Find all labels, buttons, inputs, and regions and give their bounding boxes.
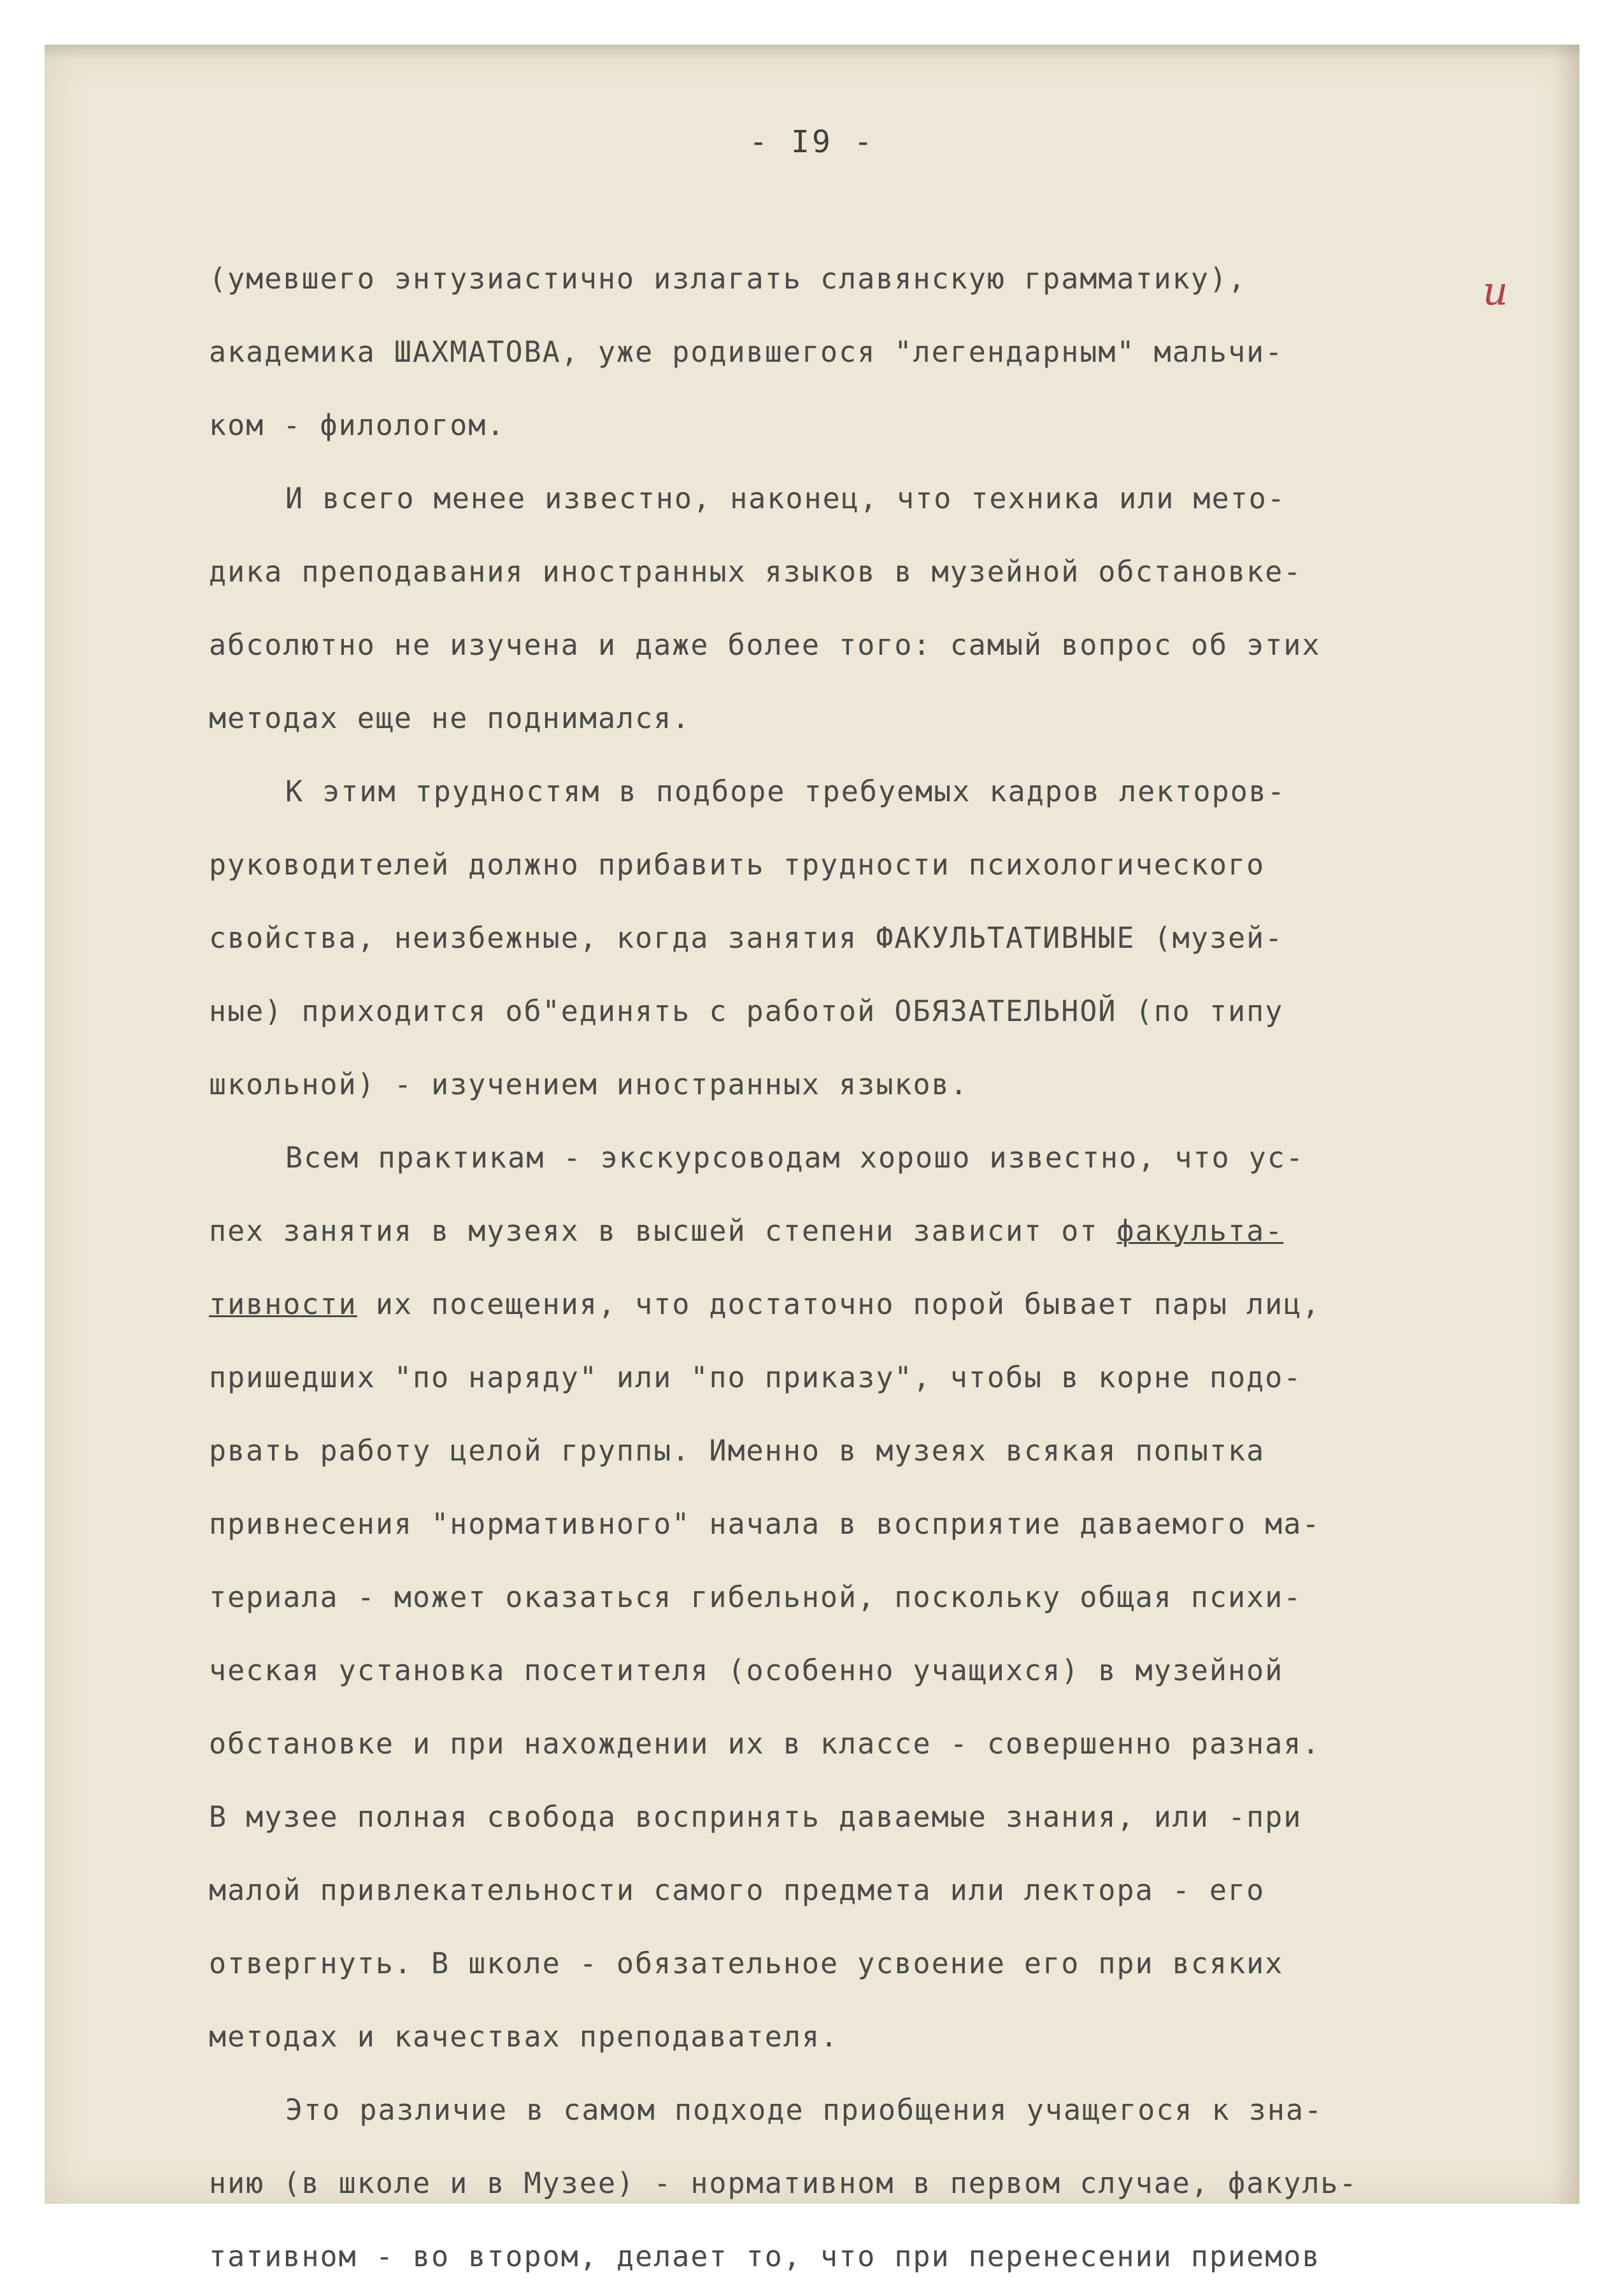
text-fragment: их посещения, что достаточно порой бывает пары лиц,	[357, 1287, 1321, 1321]
body-text	[209, 242, 1572, 2293]
text-line: ческая установка посетителя (особенно учащихся) в музейной	[209, 1654, 1284, 1687]
text-line: ком - филологом.	[209, 408, 506, 442]
typewritten-page	[45, 45, 1579, 2273]
text-line: свойства, неизбежные, когда занятия ФАКУЛЬТАТИВНЫЕ (музей-	[209, 921, 1284, 955]
text-line: привнесения "нормативного" начала в восприятие даваемого ма-	[209, 1507, 1321, 1541]
text-line: методах еще не поднимался.	[209, 701, 691, 735]
paper-shadow-top	[45, 45, 1579, 60]
text-line: И всего менее известно, наконец, что техника или мето-	[285, 482, 1286, 515]
text-line: академика ШАХМАТОВА, уже родившегося "легендарным" мальчи-	[209, 335, 1284, 369]
text-line	[209, 1194, 1572, 1268]
text-line: малой привлекательности самого предмета или лектора - его	[209, 1873, 1265, 1907]
page-number: - I9 -	[749, 124, 875, 160]
text-line: К этим трудностям в подборе требуемых кадров лекторов-	[285, 775, 1286, 808]
text-fragment: пех занятия в музеях в высшей степени зависит от	[209, 1214, 1117, 1248]
text-line: руководителей должно прибавить трудности психологического	[209, 848, 1265, 882]
text-line: методах и качествах преподавателя.	[209, 2020, 839, 2054]
text-line: Это различие в самом подходе приобщения учащегося к зна-	[285, 2093, 1323, 2127]
text-line: пришедших "по наряду" или "по приказу", чтобы в корне подо-	[209, 1361, 1302, 1394]
text-line: дика преподавания иностранных языков в музейной обстановке-	[209, 555, 1302, 589]
text-line: В музее полная свобода воспринять даваемые знания, или -при	[209, 1800, 1302, 1834]
text-line: рвать работу целой группы. Именно в музеях всякая попытка	[209, 1434, 1265, 1468]
text-line: (умевшего энтузиастично излагать славянскую грамматику),	[209, 262, 1247, 296]
text-line: отвергнуть. В школе - обязательное усвоение его при всяких	[209, 1947, 1284, 1980]
text-line: тативном - во втором, делает то, что при перенесении приемов	[209, 2239, 1321, 2273]
text-line: обстановке и при нахождении их в классе - совершенно разная.	[209, 1727, 1321, 1761]
text-line: териала - может оказаться гибельной, поскольку общая психи-	[209, 1580, 1302, 1614]
text-line	[209, 1268, 1572, 1341]
text-line: нию (в школе и в Музее) - нормативном в первом случае, факуль-	[209, 2166, 1358, 2200]
underlined-word: тивности	[209, 1287, 357, 1321]
underlined-word: факульта-	[1116, 1214, 1284, 1248]
text-line: абсолютно не изучена и даже более того: самый вопрос об этих	[209, 628, 1321, 662]
handwritten-red-mark: и	[1483, 268, 1508, 314]
text-line: ные) приходится об"единять с работой ОБЯЗАТЕЛЬНОЙ (по типу	[209, 994, 1284, 1028]
text-line: школьной) - изучением иностранных языков.	[209, 1068, 969, 1101]
text-line: Всем практикам - экскурсоводам хорошо известно, что ус-	[285, 1141, 1305, 1175]
